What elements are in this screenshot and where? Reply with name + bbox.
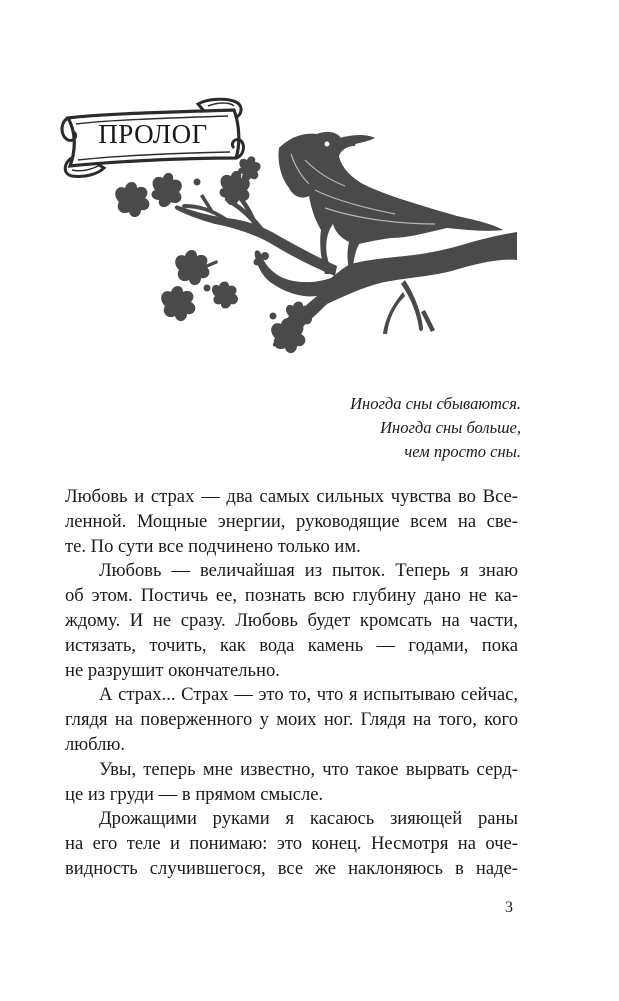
epigraph-line: Иногда сны больше, <box>380 418 521 437</box>
text-line: люблю. <box>65 733 125 755</box>
text-line: истязать, точить, как вода камень — годами, пока <box>65 634 518 656</box>
text-line: видность случившегося, все же наклоняюсь в наде- <box>65 857 518 879</box>
text-line: не разрушит окончательно. <box>65 659 280 681</box>
text-line: це из груди — в прямом смысле. <box>65 783 324 805</box>
page-number: 3 <box>505 899 513 916</box>
epigraph <box>350 392 521 464</box>
text-line: Любовь и страх — два самых сильных чувства во Все- <box>65 486 518 507</box>
text-line: те. По сути все подчинено только им. <box>65 535 361 557</box>
text-line: ждому. И не сразу. Любовь будет кромсать на части, <box>65 609 518 631</box>
text-line: ленной. Мощные энергии, руководящие всем на све- <box>65 510 518 532</box>
body-text <box>65 485 518 882</box>
raven-on-branch-icon <box>105 120 517 360</box>
text-line: Дрожащими руками я касаюсь зияющей раны <box>99 808 518 830</box>
text-line: об этом. Постичь ее, познать всю глубину дано не ка- <box>65 585 518 607</box>
text-line: на его теле и понимаю: это конец. Несмотря на оче- <box>65 833 518 855</box>
chapter-title: ПРОЛОГ <box>98 119 208 149</box>
raven-illustration <box>105 120 517 360</box>
text-line: глядя на поверженного у моих ног. Глядя на того, кого <box>65 709 518 731</box>
epigraph-line: Иногда сны сбываются. <box>350 394 521 413</box>
text-line: А страх... Страх — это то, что я испытываю сейчас, <box>99 684 518 706</box>
epigraph-line: чем просто сны. <box>404 442 521 461</box>
text-line: Любовь — величайшая из пыток. Теперь я знаю <box>99 560 518 582</box>
text-line: Увы, теперь мне известно, что такое вырвать серд- <box>99 758 518 780</box>
